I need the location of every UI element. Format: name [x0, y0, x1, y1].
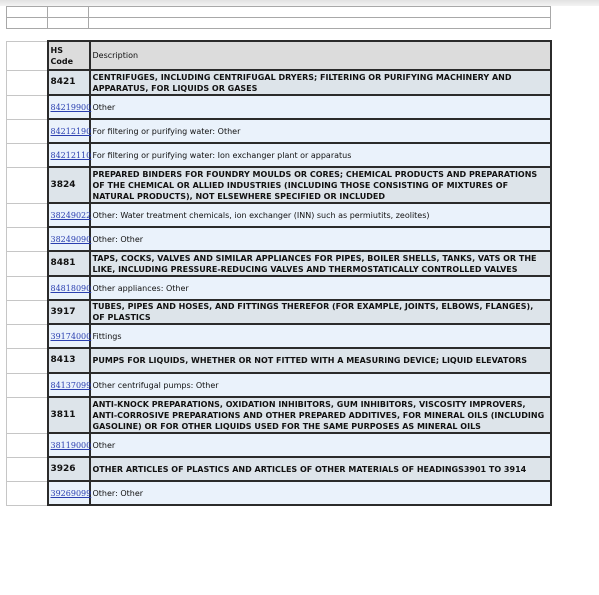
hs-code-link[interactable]: 84818090	[50, 283, 92, 293]
subheading-row	[7, 143, 552, 167]
hs-code-link[interactable]: 38249022	[50, 210, 92, 220]
heading-row	[7, 300, 552, 324]
hs-code-cell	[48, 276, 90, 300]
hs-code-cell: 8413	[48, 348, 90, 373]
hs-code-cell: 3824	[48, 167, 90, 203]
hs-code-cell	[48, 95, 90, 119]
subheading-row	[7, 276, 552, 300]
description-cell: Other	[90, 95, 552, 119]
gutter-cell	[7, 227, 48, 251]
hs-code-cell	[48, 203, 90, 227]
hs-code-link[interactable]: 84212190	[50, 126, 92, 136]
hs-code-link[interactable]: 84212110	[50, 150, 92, 160]
hs-code-link[interactable]: 39269099	[50, 488, 92, 498]
empty-row	[7, 18, 551, 29]
heading-row	[7, 397, 552, 433]
table-body	[7, 70, 552, 505]
hs-code-cell	[48, 119, 90, 143]
gutter-cell	[7, 143, 48, 167]
hs-code-cell	[48, 227, 90, 251]
description-cell: Other	[90, 433, 552, 457]
description-cell: Other: Water treatment chemicals, ion exchanger (INN) such as permiutits, zeolites)	[90, 203, 552, 227]
gutter-cell	[7, 95, 48, 119]
hs-code-cell: 3917	[48, 300, 90, 324]
hs-code-cell: 8481	[48, 251, 90, 276]
subheading-row	[7, 324, 552, 348]
gutter-cell	[7, 373, 48, 397]
subheading-row	[7, 119, 552, 143]
gutter-cell	[7, 70, 48, 95]
hs-code-cell: 8421	[48, 70, 90, 95]
hs-code-link[interactable]: 38249090	[50, 234, 92, 244]
gutter-cell	[7, 433, 48, 457]
subheading-row	[7, 373, 552, 397]
hs-code-header: HS Code	[48, 41, 90, 70]
heading-row	[7, 70, 552, 95]
gutter-cell	[7, 481, 48, 505]
description-cell: Other appliances: Other	[90, 276, 552, 300]
gutter-cell	[7, 167, 48, 203]
gutter-cell	[7, 119, 48, 143]
empty-top-table	[6, 6, 551, 29]
heading-row	[7, 457, 552, 481]
gutter-cell	[7, 324, 48, 348]
description-cell: Other centrifugal pumps: Other	[90, 373, 552, 397]
subheading-row	[7, 433, 552, 457]
description-cell: TAPS, COCKS, VALVES AND SIMILAR APPLIANCES FOR PIPES, BOILER SHELLS, TANKS, VATS OR THE LIKE, INCLUDING PRESSURE-REDUCING VALVES AND THERMOSTATICALLY CONTROLLED VALVES	[90, 251, 552, 276]
gutter-cell	[7, 251, 48, 276]
gutter-cell	[7, 300, 48, 324]
hs-code-link[interactable]: 39174000	[50, 331, 92, 341]
empty-row	[7, 7, 551, 18]
hs-code-cell: 3811	[48, 397, 90, 433]
heading-row	[7, 251, 552, 276]
hs-code-cell: 3926	[48, 457, 90, 481]
description-cell: For filtering or purifying water: Ion exchanger plant or apparatus	[90, 143, 552, 167]
gutter-cell	[7, 203, 48, 227]
gutter-cell	[7, 397, 48, 433]
description-cell: Other: Other	[90, 481, 552, 505]
heading-row	[7, 167, 552, 203]
hs-code-link[interactable]: 38119000	[50, 440, 92, 450]
subheading-row	[7, 203, 552, 227]
description-cell: For filtering or purifying water: Other	[90, 119, 552, 143]
description-cell: ANTI-KNOCK PREPARATIONS, OXIDATION INHIBITORS, GUM INHIBITORS, VISCOSITY IMPROVERS, ANTI-CORROSIVE PREPARATIONS AND OTHER PREPARED ADDITIVES, FOR MINERAL OILS (INCLUDING GASOLINE) OR FOR OTHER LIQUIDS USED FOR THE SAME PURPOSES AS MINERAL OILS	[90, 397, 552, 433]
subheading-row	[7, 227, 552, 251]
description-cell: Fittings	[90, 324, 552, 348]
gutter-cell	[7, 457, 48, 481]
hs-code-cell	[48, 481, 90, 505]
subheading-row	[7, 95, 552, 119]
heading-row	[7, 348, 552, 373]
description-cell: PREPARED BINDERS FOR FOUNDRY MOULDS OR CORES; CHEMICAL PRODUCTS AND PREPARATIONS OF THE CHEMICAL OR ALLIED INDUSTRIES (INCLUDING THOSE CONSISTING OF MIXTURES OF NATURAL PRODUCTS), NOT ELSEWHERE SPECIFIED OR INCLUDED	[90, 167, 552, 203]
hs-code-cell	[48, 433, 90, 457]
description-header: Description	[90, 41, 552, 70]
gutter-cell	[7, 41, 48, 70]
hs-code-cell	[48, 143, 90, 167]
description-cell: Other: Other	[90, 227, 552, 251]
hs-code-cell	[48, 373, 90, 397]
description-cell: OTHER ARTICLES OF PLASTICS AND ARTICLES OF OTHER MATERIALS OF HEADINGS3901 TO 3914	[90, 457, 552, 481]
gutter-cell	[7, 276, 48, 300]
hs-code-link[interactable]: 84137099	[50, 380, 92, 390]
description-cell: PUMPS FOR LIQUIDS, WHETHER OR NOT FITTED WITH A MEASURING DEVICE; LIQUID ELEVATORS	[90, 348, 552, 373]
hs-code-cell	[48, 324, 90, 348]
table-header-row	[7, 41, 552, 70]
description-cell: CENTRIFUGES, INCLUDING CENTRIFUGAL DRYERS; FILTERING OR PURIFYING MACHINERY AND APPARATUS, FOR LIQUIDS OR GASES	[90, 70, 552, 95]
subheading-row	[7, 481, 552, 505]
hs-code-table	[6, 40, 552, 506]
gutter-cell	[7, 348, 48, 373]
description-cell: TUBES, PIPES AND HOSES, AND FITTINGS THEREFOR (FOR EXAMPLE, JOINTS, ELBOWS, FLANGES), OF PLASTICS	[90, 300, 552, 324]
hs-code-link[interactable]: 84219900	[50, 102, 92, 112]
